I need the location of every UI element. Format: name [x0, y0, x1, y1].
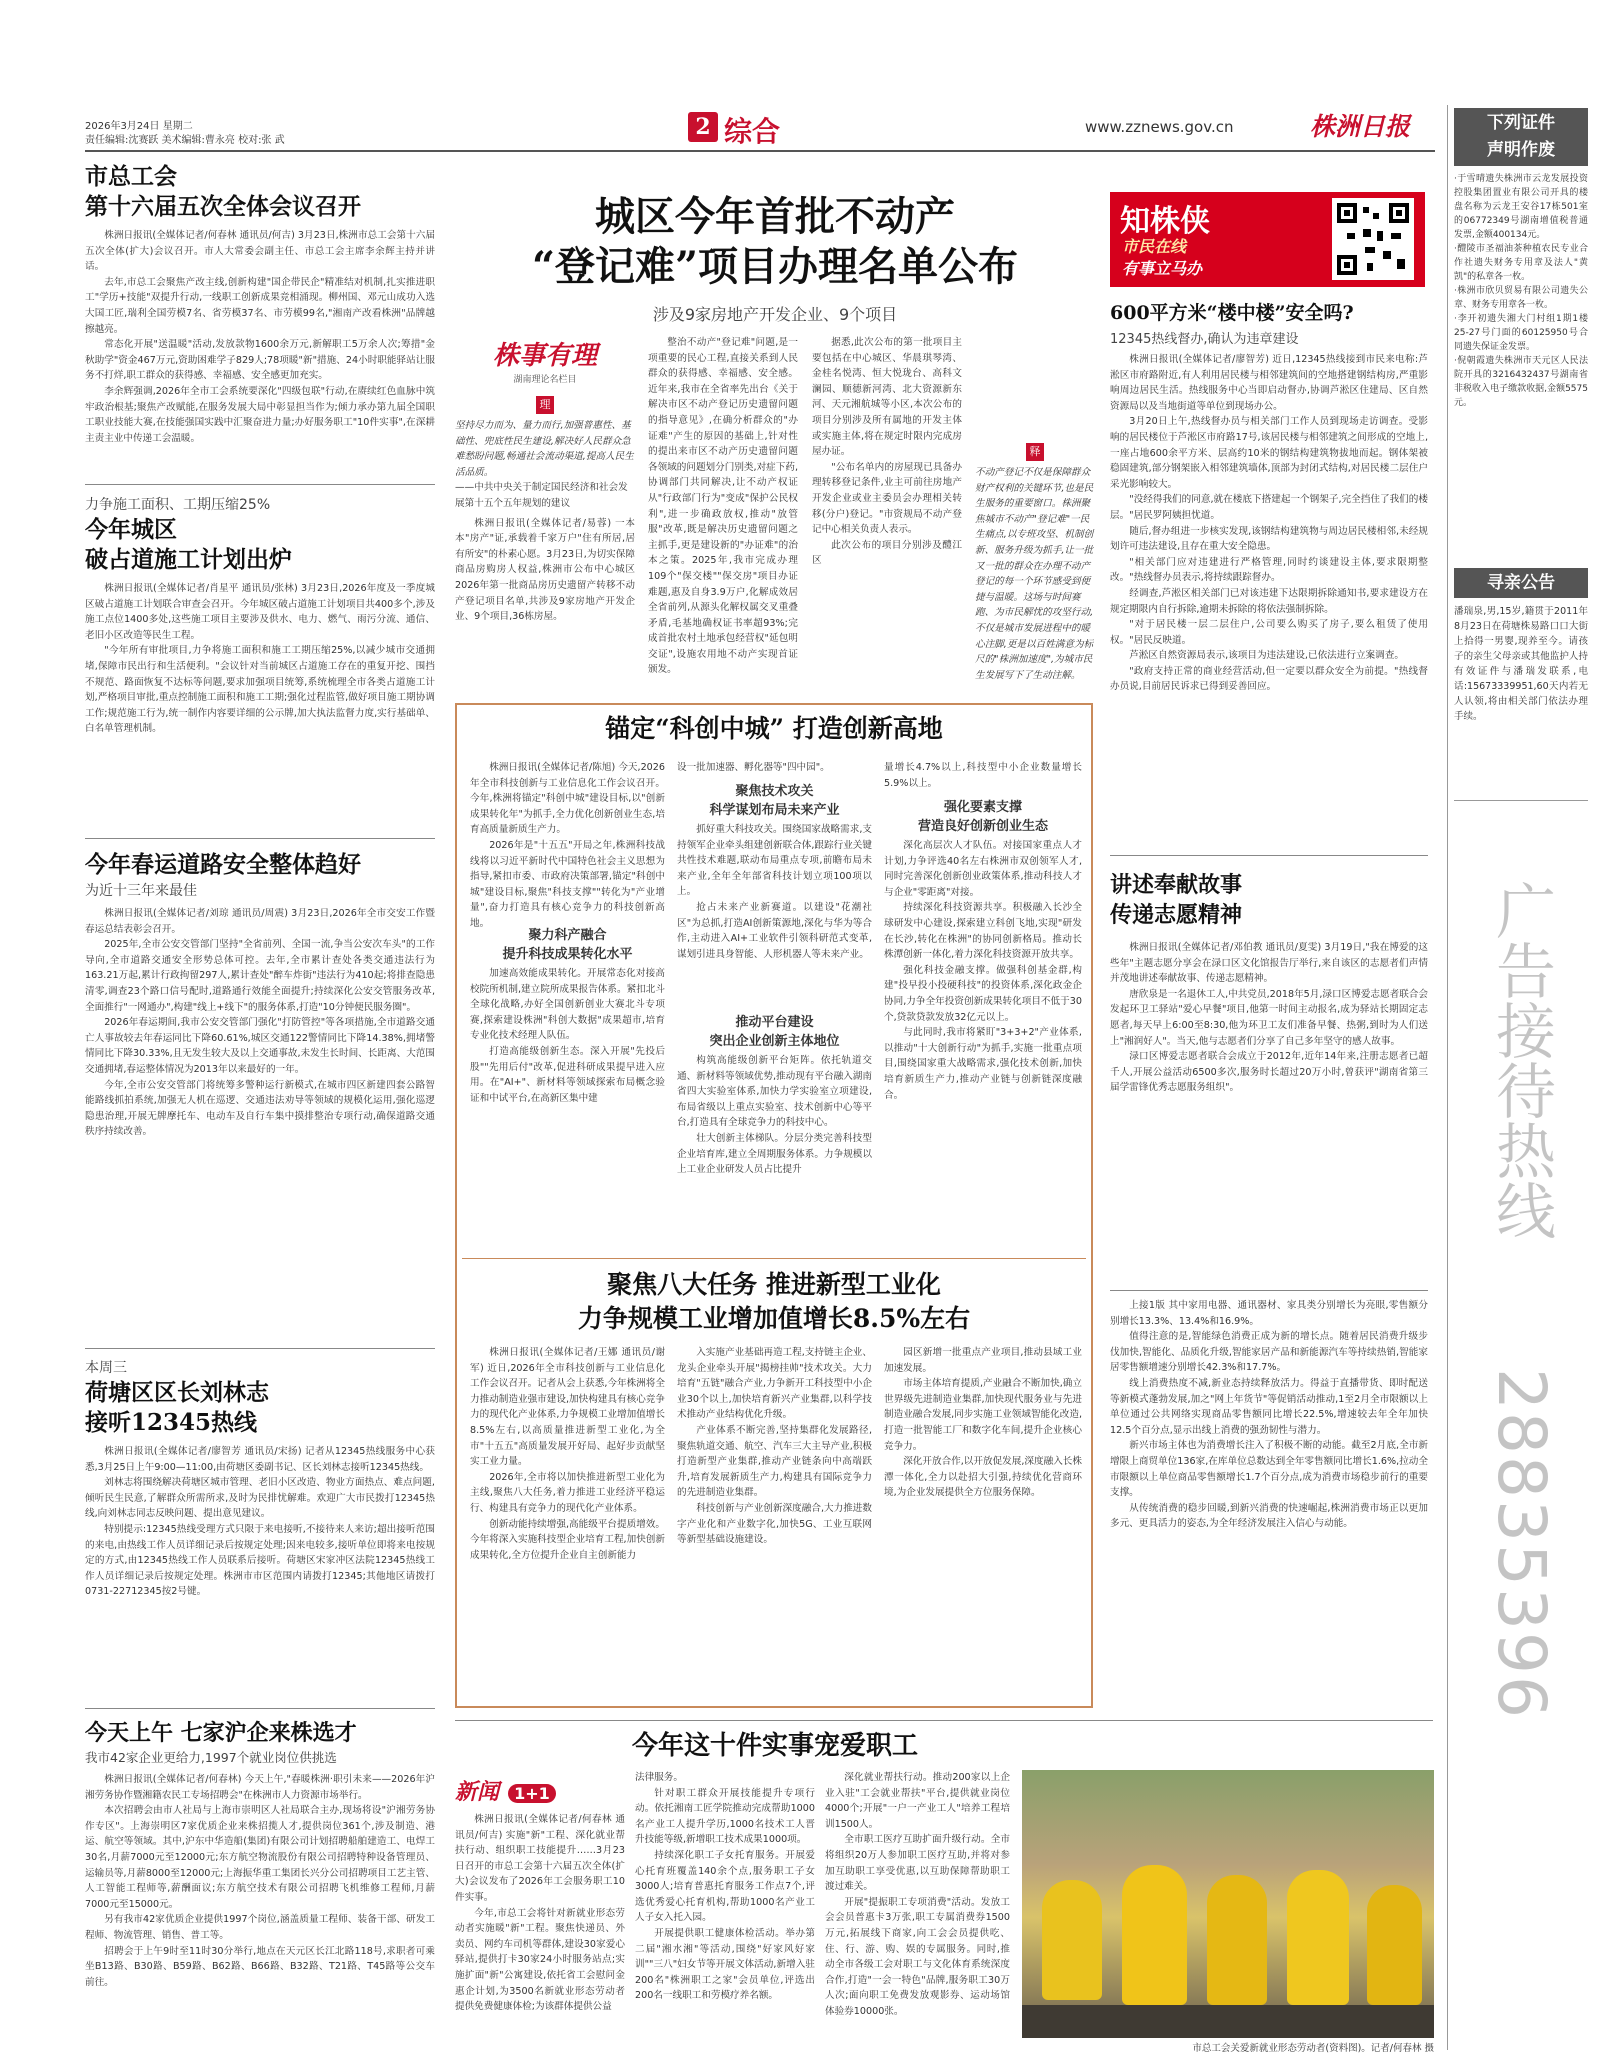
site-url: www.zznews.gov.cn — [1085, 118, 1234, 136]
article-traffic-safety — [85, 850, 435, 1346]
paragraph: 科技创新与产业创新深度融合,大力推进数字产业化和产业数字化,加快5G、工业互联网等新型基础设施建设。 — [677, 1502, 872, 1546]
paragraph: 上接1版 其中家用电器、通讯器材、家具类分别增长为亮眼,零售额分别增长13.3%、13.4%和16.9%。 — [1110, 1300, 1428, 1327]
paragraph: 抓好重大科技攻关。围绕国家战略需求,支持领军企业牵头组建创新联合体,跟踪行业关键共性技术难题,联动布局重点专项,前瞻布局未来产业,全年全年部省科技计划立项100项以上。 — [677, 824, 872, 898]
notice-header-line1: 下列证件 — [1487, 113, 1555, 133]
paragraph: 招聘会于上午9时至11时30分举行,地点在天元区长江北路118号,求职者可乘坐B13路、B30路、B59路、B62路、B66路、B32路、T21路、T45路等公交车前往。 — [85, 1945, 435, 1988]
paragraph: 常态化开展"送温暖"活动,发放款物1600余万元,新解职工5万余人次;筹措"金秋助学"资金467万元,资助困难学子829人;78项暖"新"措施、24小时职能驿站让服务不打烊,职工群众的获得感、幸福感、安全感更加充实。 — [85, 339, 435, 382]
article-union-meeting — [85, 162, 435, 483]
paragraph: 株洲日报讯(全媒体记者/何春林) 今天上午,"春暖株洲·职引未来——2026年沪湘劳务协作暨湘籍农民工专场招聘会"在株洲市人力资源市场举行。 — [85, 1774, 435, 1801]
paragraph: 2026年春运期间,我市公安交管部门强化"打防管控"等各项措施,全市道路交通亡人事故较去年春运同比下降60.61%,城区交通122警情同比下降14.38%,拥堵警情同比下降30.33%,且无发生较大及以上交通事故,未发生长时间、长距离、大范围交通拥堵,春运整体情况为2013年以来最好的一年。 — [85, 1017, 435, 1075]
ad-hotline-number: 28835396 — [1483, 1368, 1560, 1720]
kechuang-column-1 — [470, 760, 665, 1156]
paragraph: 深化就业帮扶行动。推动200家以上企业入驻"工会就业帮扶"平台,提供就业岗位4000个;开展"一户一产业工人"培养工程培训1500人。 — [825, 1772, 1010, 1830]
paragraph: 产业体系不断完善,坚持集群化发展路径,聚焦轨道交通、航空、汽车三大主导产业,积极打造新型产业集群,推动产业链条向中高端跃升,培育发展新质生产力,构建具有国际竞争力的先进制造业集群。 — [677, 1424, 872, 1499]
paragraph: 构筑高能级创新平台矩阵。依托轨道交通、新材料等领域优势,推动现有平台融入湖南省四大实验室体系,加快力学实验室立项建设,布局省级以上重点实验室、技术创新中心等平台,打造具有全球竞争力的科技中心。 — [677, 1055, 872, 1129]
subhead: 推动平台建设 — [735, 1015, 814, 1030]
subhead: 科学谋划布局未来产业 — [709, 803, 840, 818]
paragraph: 设一批加速器、孵化器等"四中园"。 — [677, 762, 830, 773]
logo-badge: 1+1 — [508, 1784, 556, 1803]
paragraph: 值得注意的是,智能绿色消费正成为新的增长点。随着居民消费升级步伐加快,智能化、品质化升级,智能家居产品和新能源汽车等持续热销,智能家居零售额增速分别增长42.3%和17.7%。 — [1110, 1331, 1428, 1374]
paragraph: 加速高效能成果转化。开展常态化对接高校院所机制,建立院所成果报告体系。紧扣北斗全球化战略,办好全国创新创业大赛北斗专项赛,探索建设株洲"科创大数据"成果超市,培育专业化技术经理人队伍。 — [470, 968, 665, 1042]
paragraph: 打造高能级创新生态。深入开展"先投后股""先用后付"改革,促进科研成果提早进入应用。在"AI+"、新材料等领域探索布局概念验证和中试平台,在高新区集中建 — [470, 1045, 665, 1104]
divider — [1110, 855, 1428, 856]
lead-column-1 — [455, 335, 635, 726]
workers-photo — [1022, 1770, 1434, 2038]
lead-subheadline: 涉及9家房地产开发企业、9个项目 — [652, 305, 898, 324]
paragraph: 株洲日报讯(全媒体记者/何春林 通讯员/何吉) 3月23日,株洲市总工会第十六届五次全体(扩大)会议召开。市人大常委会副主任、市总工会主席李余辉主持并讲话。 — [85, 230, 435, 273]
article-body — [85, 1444, 435, 1689]
paragraph: 芦淞区自然资源局表示,该项目为违法建设,已依法进行立案调查。 — [1129, 650, 1404, 662]
divider — [455, 1720, 1433, 1721]
industry-column-1 — [470, 1345, 665, 1700]
paragraph: 株洲日报讯(全媒体记者/易蓉) 一本本"房产"证,承载着千家万户"住有所居,居有所安"的朴素心愿。3月23日,为切实保障商品房购房人权益,株洲市公布中心城区2026年第一批商品房历史遗留产转移不动产登记项目名单,共涉及9家房地产开发企业、9个项目,36栋房屋。 — [455, 517, 635, 623]
industry-column-2 — [677, 1345, 872, 1700]
zhizhuxia-subheadline: 12345热线督办,确认为违章建设 — [1110, 332, 1299, 347]
li-quote: 坚持尽力而为、量力而行,加强普惠性、基础性、兜底性民生建设,解决好人民群众急难愁盼问题,畅通社会流动渠道,提高人民生活品质。 — [455, 420, 634, 478]
volunteer-headline-line2: 传递志愿精神 — [1110, 902, 1243, 928]
headline-line1: 市总工会 — [85, 163, 177, 190]
article-body — [85, 228, 435, 483]
paragraph: 株洲日报讯(全媒体记者/王娜 通讯员/谢军) 近日,2026年全市科技创新与工业信息化工作会议召开。记者从会上获悉,今年株洲将全力推动制造业强市建设,加快构建具有核心竞争力的现代化产业体系,力争规模工业增加值增长8.5%左右,以高质量推进新型工业化,为全市"十五五"高质量发展开好局、起好步贡献坚实工业力量。 — [470, 1347, 665, 1468]
subhead: 强化要素支撑 — [943, 800, 1022, 815]
lead-headline-line2: “登记难”项目办理名单公布 — [531, 243, 1018, 290]
paragraph: 深化开放合作,以开放促发展,深度融入长株潭一体化,全力以赴招大引强,持续优化营商环境,为企业发展提供全方位服务保障。 — [884, 1456, 1082, 1499]
li-source: ——中共中央关于制定国民经济和社会发展第十五个五年规划的建议 — [455, 482, 628, 509]
paragraph: "今年所有审批项目,力争将施工面积和施工工期压缩25%,以减少城市交通拥堵,保障市民出行和生活便利。"会议针对当前城区占道施工存在的重复开挖、围挡不规范、路面恢复不达标等问题,要求加强项目统筹,系统梳理全市各类占道施工计划,严格项目审批,重点控制施工面积和施工工期;强化过程监管,做好项目施工期协调工作;规范施工行为,统一制作内容要详细的公示牌,加大执法监督力度,实行基础单、白名单管理机制。 — [85, 645, 435, 735]
lead-headline-line1: 城区今年首批不动产 — [595, 193, 955, 240]
paragraph: 经调查,芦淞区相关部门已对该违建下达限期拆除通知书,要求建设方在规定期限内自行拆除,逾期未拆除的将依法强制拆除。 — [1110, 587, 1428, 615]
paragraph: 株洲日报讯(全媒体记者/何春林 通讯员/何吉) 实施"新"工程、深化就业帮扶行动、组织职工技能提升……3月23日召开的市总工会第十六届五次全体(扩大)会议发布了2026年工会服务职工10件实事。 — [455, 1814, 625, 1903]
bottom-headline: 今年这十件实事宠爱职工 — [631, 1731, 918, 1761]
paragraph: 2026年是"十五五"开局之年,株洲科技战线将以习近平新时代中国特色社会主义思想为指导,紧扣市委、市政府决策部署,锚定"科创中城"建设目标,聚焦"科技支撑""转化为"产业增量",奋力打造具有核心竞争力的科技创新高地。 — [470, 839, 665, 929]
paragraph: 抢占未来产业新赛道。以建设"花潮社区"为总抓,打造AI创新策源地,深化与华为等合作,主动进入AI+工业软件引领科研范式变革,谋划引进具身智能、人形机器人等未来产业。 — [677, 901, 872, 960]
paragraph: 去年,市总工会聚焦产改主线,创新构建"国企带民企"精准结对机制,扎实推进职工"学历+技能"双提升行动,一线职工创新成果竞相涌现。柳州国、邓元山成功入选大国工匠,瑞利全国劳模7名、省劳模37名、市劳模99名,"湘南产改看株洲"品牌越擦越亮。 — [85, 276, 435, 335]
volunteer-headline-line1: 讲述奉献故事 — [1110, 872, 1243, 898]
bottom-column-3 — [825, 1770, 1010, 2027]
bottom-column-2 — [635, 1770, 815, 2027]
zhizhuxia-banner — [1110, 192, 1425, 287]
paragraph: 全市职工医疗互助扩面升级行动。全市将组织20万人参加职工医疗互助,并将对参加互助职工享受优惠,以互助保障帮助职工渡过难关。 — [825, 1834, 1010, 1893]
photo-ground — [1022, 2005, 1434, 2038]
divider — [1454, 800, 1588, 801]
industry-headline-line2: 力争规模工业增加值增长8.5%左右 — [577, 1304, 971, 1333]
paragraph: 开展"提振职工专项消费"活动。发放工会会员普惠卡3万张,职工专属消费券1500万元,拓展线下商家,向工会会员提供吃、住、行、游、购、娱的专属服务。同时,推动全市各级工会对职工与文化体育系统深度合作,打造"一会一特色"品牌,服务职工30万人次;面向职工免费发放观影券、运动场馆体验券10000张。 — [825, 1896, 1010, 2017]
headline-line2: 接听12345热线 — [85, 1409, 258, 1436]
notice-list: ·于雪晴遗失株洲市云龙发展投资控股集团置业有限公司开具的楼盘名称为云龙王安谷17栋501室的06772349号湖南增值税普通发票,金额400134元。 ·醴陵市圣福油茶种植农民专业合作社遗失财务专用章及法人"黄凯"的私章各一枚。 ·株洲市欣贝贸易有限公司遗失公章、财务专用章各一枚。 ·李开初遗失湘大门村组1期1楼25-27号门面的60125950号合同遗失保证金发票。 ·倪朝霞遗失株洲市天元区人民法院开具的3216432437号湖南省非税收入电子缴款收据,金额5575元。 — [1454, 174, 1588, 408]
news-1plus1-logo — [455, 1775, 620, 1805]
ad-hotline-label: 广告接待热线 — [1486, 880, 1556, 1240]
worker-figure — [1042, 1880, 1102, 2000]
paragraph: 唐欣泉是一名退休工人,中共党员,2018年5月,渌口区博爱志愿者联合会发起环卫工驿站"爱心早餐"项目,他第一时间主动报名,成为驿站长期固定志愿者,每天早上6:00至8:30,他为环卫工友们准备早餐、热粥,到时为人们送上"湘润好人"。当天,他与志愿者们分享了自己多年坚守的感人故事。 — [1110, 988, 1428, 1047]
article-body — [85, 906, 435, 1346]
paragraph: "没经得我们的同意,就在楼底下搭建起一个钢架子,完全挡住了我们的楼层。"居民罗阿姨担忧道。 — [1110, 494, 1428, 521]
weekday: 星期二 — [162, 121, 193, 132]
shi-label: 释 — [1026, 443, 1044, 461]
divider — [85, 838, 435, 839]
article-recruitment — [85, 1718, 435, 2028]
consumption-continued-body — [1110, 1298, 1428, 1658]
brand-tagline2: 有事立马办 — [1122, 259, 1203, 278]
paragraph: 壮大创新主体梯队。分层分类完善科技型企业培育库,建立全周期服务体系。力争规模以上工业企业研发人员占比提升 — [677, 1132, 872, 1176]
paragraph: 今年,市总工会将针对新就业形态劳动者实施暖"新"工程。聚焦快递员、外卖员、网约车司机等群体,建设30家爱心驿站,提供打卡30家24小时服务站点;实施扩面"新"公寓建设,依托省工会慰问金惠企计划,为3500名新就业形态劳动者提供免费健康体检;为该群体提供公益 — [455, 1907, 625, 2013]
sidebar-rule — [1447, 105, 1448, 2050]
header-rule — [85, 150, 1435, 152]
worker-figure — [1287, 1870, 1349, 2005]
paragraph: 3月20日上午,热线督办员与相关部门工作人员到现场走访调查。受影响的居民楼位于芦淞区市府路17号,该居民楼与相邻建筑之间形成的空地上,一座占地600余平方米、层高约10米的钢结构建筑物拔地而起。钢体架被稳固建筑,部分钢架嵌入相邻建筑墙体,顶部为封闭式结构,对居民楼二层住户采光影响较大。 — [1110, 416, 1428, 490]
article-body — [85, 1772, 435, 2028]
paragraph: 李余辉强调,2026年全市工会系统要深化"四级包联"行动,在赓续红色血脉中筑牢政治根基;聚焦产改赋能,在服务发展大局中彰显担当作为;倾力承办第九届全国职工职业技能大赛,在技能强国实践中汇聚奋进力量;办好服务职工"10件实事",在深耕主责主业中传递工会温暖。 — [85, 385, 435, 444]
paragraph: 强化科技金融支撑。做强科创基金群,构建"投早投小投硬科技"的投资体系,深化政金企协同,力争全年投资创新成果转化项目不低于30个,贷款贷款发放32亿元以上。 — [884, 964, 1082, 1023]
column-logo-subtitle: 湖南理论名栏目 — [513, 375, 577, 385]
paragraph: 株洲日报讯(全媒体记者/廖智芳) 近日,12345热线接到市民来电称:芦淞区市府路附近,有人利用居民楼与相邻建筑间的空地搭建钢结构房,严重影响周边居民生活。热线服务中心当即启动督办,协调芦淞区住建局、区自然资源局以及当地街道等单位到现场办公。 — [1110, 354, 1428, 412]
paragraph: 深化高层次人才队伍。对接国家重点人才计划,力争评选40名左右株洲市双创领军人才,同时完善深化创新创业政策体系,推动科技人才与企业"零距离"对接。 — [884, 840, 1082, 898]
page-number: 2 — [688, 112, 718, 142]
subhead: 突出企业创新主体地位 — [709, 1034, 840, 1049]
notice-header — [1454, 108, 1588, 166]
paragraph: 2026年,全市将以加快推进新型工业化为主线,聚焦八大任务,着力推进工业经济平稳运行、构建具有竞争力的现代化产业体系。 — [470, 1471, 665, 1514]
paragraph: 线上消费热度不减,新业态持续释放活力。得益于直播带货、即时配送等新模式蓬勃发展,加之"网上年货节"等促销活动推动,1至2月全市限额以上单位通过公共网络实现商品零售额同比增长22.5%,增速较去年全年加快12.5个百分点,显示出线上消费的强劲韧性与潜力。 — [1110, 1377, 1428, 1436]
bottom-column-1 — [455, 1812, 625, 2027]
shi-text: 不动产登记不仅是保障群众财产权利的关键环节,也是民生服务的重要窗口。株洲聚焦城市不动产"登记难"一民生痛点,以专班攻坚、机制创新、服务升级为抓手,让一批又一批的群众在办理不动产登记的每一个环节感受到便捷与温暖。这场与时间赛跑、为市民解忧的攻坚行动,不仅是城市发展进程中的暖心注脚,更是以百姓满意为标尺的"株洲加速度",为城市民生发展写下了生动注解。 — [975, 467, 1094, 681]
paragraph: 量增长4.7%以上,科技型中小企业数量增长5.9%以上。 — [884, 762, 1082, 789]
volunteer-body — [1110, 940, 1428, 1285]
divider — [462, 1258, 1086, 1259]
paragraph: 从传统消费的稳步回暖,到新兴消费的快速崛起,株洲消费市场正以更加多元、更具活力的姿态,为全年经济发展注入信心与动能。 — [1110, 1502, 1428, 1530]
li-label: 理 — [536, 396, 554, 414]
lead-column-2 — [648, 335, 798, 695]
subheadline: 我市42家企业更给力,1997个就业岗位供挑选 — [85, 1750, 337, 1765]
paragraph: 持续深化职工子女托育服务。开展爱心托育班覆盖140余个点,服务职工子女3000人;培育普惠托育服务工作点7个,评选优秀爱心托育机构,帮助1000名产业工人子女入托入园。 — [635, 1849, 815, 1924]
worker-figure — [1122, 1865, 1187, 2005]
divider — [1110, 1290, 1428, 1291]
lead-column-3 — [812, 335, 962, 695]
divider — [85, 1708, 435, 1709]
brand-tagline1: 市民在线 — [1122, 237, 1187, 256]
divider — [85, 1348, 435, 1349]
paragraph: 与此同时,我市将紧盯"3+3+2"产业体系,以推动"十大创新行动"为抓手,实施一批重点项目,围绕国家重大战略需求,强化技术创新,加快培育新质生产力,推动产业链与创新链深度融合。 — [884, 1027, 1082, 1101]
column-logo: 株事有理 — [492, 341, 597, 371]
paragraph: 刘林志将围绕解决荷塘区城市管理、老旧小区改造、物业方面热点、难点问题,倾听民生民意,了解群众所需所求,及时为民排忧解难。欢迎广大市民拨打12345热线,向刘林志同志反映问题、提出意见建议。 — [85, 1477, 435, 1520]
paragraph: 株洲日报讯(全媒体记者/肖星平 通讯员/张林) 3月23日,2026年度及一季度城区破占道施工计划联合审查会召开。今年城区破占道施工计划项目共400多个,涉及施工点位1400多处,这些施工项目主要涉及供水、电力、燃气、雨污分流、通信、老旧小区改造等民生工程。 — [85, 583, 435, 641]
subhead: 营造良好创新创业生态 — [917, 819, 1048, 834]
subhead: 聚力科产融合 — [528, 928, 607, 943]
brand-name: 知株侠 — [1120, 204, 1210, 239]
paragraph: 随后,督办组进一步核实发现,该钢结构建筑物与周边居民楼相邻,未经规划许可违法建设,且存在重大安全隐患。 — [1110, 525, 1428, 553]
shi-commentary — [975, 440, 1095, 695]
date: 2026年3月24日 — [85, 121, 160, 132]
paragraph: "公布名单内的房屋现已具备办理转移登记条件,业主可前往房地产开发企业或业主委员会办理相关转移(分户)登记。"市资规局不动产登记中心相关负责人表示。 — [812, 461, 962, 536]
article-road-works — [85, 495, 435, 831]
header-date — [85, 117, 193, 132]
headline-line1: 荷塘区区长刘林志 — [85, 1379, 269, 1406]
paragraph: 新兴市场主体也为消费增长注入了积极不断的动能。截至2月底,全市新增限上商贸单位136家,在库单位总数达到全年零售额同比增长1.6%,拉动全市限额以上单位商品零售额增长1.7个百分点,成为消费市场稳步前行的重要支撑。 — [1110, 1440, 1428, 1499]
headline-line2: 破占道施工计划出炉 — [85, 546, 292, 573]
notice-header-line2: 声明作废 — [1487, 140, 1555, 160]
kechuang-column-3 — [884, 760, 1082, 1218]
photo-caption: 市总工会关爱新就业形态劳动者(资料图)。记者/何春林 摄 — [1192, 2043, 1434, 2054]
paragraph: 此次公布的项目分别涉及醴江区 — [812, 539, 962, 567]
kicker: 力争施工面积、工期压缩25% — [85, 497, 271, 513]
paragraph: 创新动能持续增强,高能级平台提质增效。今年将深入实施科技型企业培育工程,加快创新成果转化,全方位提升企业自主创新能力 — [470, 1518, 665, 1561]
masthead-logo: 株洲日报 — [1310, 112, 1411, 141]
industry-headline-line1: 聚焦八大任务 推进新型工业化 — [607, 1270, 941, 1299]
paragraph: 据悉,此次公布的第一批项目主要包括在中心城区、华晨琪琴湾、金桂名悦湾、恒大悦珑台、高科文澜园、顺德新河湾、北大资源新东河、天元湘航城等小区,本次公布的项目分别涉及所有属地的开发主体或实施主体,将在规定时限内完成房屋办证。 — [812, 337, 962, 458]
paragraph: 针对职工群众开展技能提升专项行动。依托湘南工匠学院推动完成帮助1000名产业工人提升学历,1000名技术工人晋升技能等级,新增职工技术成果1000项。 — [635, 1787, 815, 1846]
kechuang-column-2 — [677, 760, 872, 1238]
kicker: 本周三 — [85, 1360, 127, 1376]
headline-line2: 第十六届五次全体会议召开 — [85, 193, 361, 220]
paragraph: 特别提示:12345热线受理方式只限于来电接听,不接待来人来访;超出接听范围的来电,由热线工作人员详细记录后按规定处理;因来电较多,接听单位即将来电按规定的方式,由12345热线工作人员联系后接听。荷塘区宋家冲区法院12345热线工作人员详细记录后按规定处理。株洲市市区范围内请拨打12345;其他地区请拨打0731-22712345按2号键。 — [85, 1523, 435, 1598]
paragraph: "相关部门应对违建进行严格管理,同时约谈建设主体,要求限期整改。"热线督办员表示,将持续跟踪督办。 — [1110, 556, 1428, 584]
paragraph: 株洲日报讯(全媒体记者/廖智芳 通讯员/宋扬) 记者从12345热线服务中心获悉,3月25日上午9:00—11:00,由荷塘区委副书记、区长刘林志接听12345热线。 — [85, 1446, 435, 1473]
paragraph: 园区新增一批重点产业项目,推动县域工业加速发展。 — [884, 1347, 1082, 1374]
subhead: 提升科技成果转化水平 — [502, 947, 633, 962]
kechuang-headline: 锚定“科创中城” 打造创新高地 — [605, 714, 943, 743]
paragraph: 2025年,全市公安交管部门坚持"全省前列、全国一流,争当公安次车头"的工作导向,全市道路交通安全形势总体可控。去年,全市累计查处各类交通违法行为163.21万起,累计行政拘留297人,累计查处"醉车炸街"违法行为410起;将排查隐患清零,调查23个路口信号配时,道路通行效能全面提升;持续深化公安交管服务改革,全面推行"一网通办",构建"线上+线下"的服务体系,打造"10分钟便民服务圈"。 — [85, 939, 435, 1013]
paragraph: 本次招聘会由市人社局与上海市崇明区人社局联合主办,现场将设"沪湘劳务协作专区"。上海崇明区7家优质企业来株招揽人才,提供岗位361个,涉及制造、港运、航空等领域。其中,沪东中华造船(集团)有限公司计划招聘船舶建造工、电焊工30名,月薪7000元至12000元;东方航空物流股份有限公司招聘特种设备管理员、运输员等,月薪8000至12000元;上海振华重工集团长兴分公司招聘项目工艺主管、人工智能工程师等,薪酬面议;东方航空技术有限公司招聘飞机维修工程师,月薪7000元至15000元。 — [85, 1805, 435, 1910]
zhizhuxia-body — [1110, 352, 1428, 847]
divider — [85, 484, 435, 485]
paragraph: 市场主体培育提质,产业融合不断加快,确立世界级先进制造业集群,加快现代服务业与先进制造业融合发展,同步实施工业领域智能化改造,打造一批智能工厂和数字化车间,提升企业核心竞争力。 — [884, 1378, 1082, 1452]
article-body — [85, 581, 435, 831]
paragraph: 株洲日报讯(全媒体记者/刘琼 通讯员/周震) 3月23日,2026年全市交安工作暨春运总结表彰会召开。 — [85, 908, 435, 935]
paragraph: 入实施产业基础再造工程,支持链主企业、龙头企业牵头开展"揭榜挂帅"技术攻关。大力培育"五链"融合产业,力争新开工科技型中小企业30个以上,加快培育新兴产业集群,以科学技术推动产业结构优化升级。 — [677, 1347, 872, 1421]
subheadline: 为近十三年来最佳 — [85, 883, 197, 899]
paragraph: 持续深化科技资源共享。积极融入长沙全球研发中心建设,探索建立科创飞地,实现"研发在长沙,转化在株洲"的协同创新格局。推动长株潭创新一体化,着力深化科技资源开放共享。 — [884, 902, 1082, 961]
headline: 今年春运道路安全整体趋好 — [85, 851, 361, 878]
section-name: 综合 — [724, 115, 781, 148]
paragraph: 整治不动产"登记难"问题,是一项重要的民心工程,直接关系到人民群众的获得感、幸福感、安全感。近年来,我市在全省率先出台《关于解决市区不动产登记历史遗留问题的指导意见》,在确分析群众的"办证难"产生的原因的基础上,针对性的提出来市区不动产历史遗留问题各领域的问题划分门别类,对症下药,协调部门共同解决,让不动产权证从"行政部门行为"变成"保护公民权利",进一步确政放权,推动"放管服"改革,既是解决历史遗留问题之主抓手,更是建设新的"办证难"的治本之策。2025年,我市完成办理109个"保交楼""保交房"项目办证难题,惠及自身3.9万户,化解成效居全省前列,从源头化解权属交叉重叠矛盾,毛基地确权证书率超93%;完成首批农村土地承包经营权"延包明交证",设施农用地不动产实现首证颁发。 — [648, 337, 799, 676]
paragraph: "政府支持正常的商业经营活动,但一定要以群众安全为前提。"热线督办员说,目前居民诉求已得到妥善回应。 — [1110, 665, 1428, 693]
paragraph: 法律服务。 — [635, 1772, 683, 1783]
paragraph: 今年,全市公安交管部门将统筹多警种运行新模式,在城市四区新建四套公路智能路线抓拍系统,加强无人机在巡逻、交通违法劝导等领域的规模化运用,强化巡逻隐患治理,开展无牌摩托车、电动车及自行车集中摸排整治专项行动,确保道路交通秩序持续改善。 — [85, 1079, 435, 1138]
worker-figure — [1207, 1875, 1267, 2005]
paragraph: 另有我市42家优质企业提供1997个岗位,涵盖质量工程师、装备干部、研发工程师、物流管理、销售、普工等。 — [85, 1914, 435, 1941]
zhizhuxia-headline: 600平方米“楼中楼”安全吗? — [1110, 302, 1354, 324]
article-hotline — [85, 1358, 435, 1689]
industry-column-3 — [884, 1345, 1082, 1700]
paragraph: 株洲日报讯(全媒体记者/邓伯教 通讯员/夏雯) 3月19日,"我在博爱的这些年"主题志愿分享会在渌口区文化馆报告厅举行,来自该区的志愿者们声情并茂地讲述奉献故事、传递志愿精神。 — [1110, 942, 1428, 985]
paragraph: "对于居民楼一层二层住户,公司要么购买了房子,要么租赁了使用权。"居民反映道。 — [1110, 619, 1428, 646]
qr-code-icon — [1332, 198, 1414, 280]
headline-line1: 今年城区 — [85, 516, 177, 543]
headline: 今天上午 七家沪企来株选才 — [85, 1720, 357, 1746]
paragraph: 渌口区博爱志愿者联合会成立于2012年,近年14年来,注册志愿者已超千人,开展公益活动6500多次,服务时长超过20万小时,曾获评"湖南省第三届学雷锋优秀志愿服务组织"。 — [1110, 1051, 1428, 1094]
worker-figure — [1367, 1885, 1422, 2005]
article-body — [455, 516, 635, 726]
logo-text: 新闻 — [455, 1779, 500, 1805]
paragraph: 株洲日报讯(全媒体记者/陈旭) 今天,2026年全市科技创新与工业信息化工作会议召开。今年,株洲将锚定"科创中城"建设目标,以"创新成果转化年"为抓手,全力优化创新创业生态,培育高质量新质生产力。 — [470, 762, 665, 836]
paragraph: 开展提供职工健康体检活动。举办第二届"湘水湘"等活动,围绕"好家风好家训""三八"妇女节等开展文体活动,新增入驻200名"株洲职工之家"会员单位,评选出200名一线职工和劳模疗养名额。 — [635, 1927, 815, 2002]
xunqin-text: 潘瑞泉,男,15岁,籍贯于2011年8月23日在荷塘株易路口口大街上拾得一男婴,现养至今。请孩子的亲生父母亲或其他监护人持有效证件与潘瑞发联系,电话:15673339951,60天内若无人认领,将由相关部门依法办理手续。 — [1454, 606, 1588, 722]
subhead: 聚焦技术攻关 — [735, 784, 814, 799]
header-editors: 责任编辑:沈赛跃 美术编辑:曹永亮 校对:张 武 — [85, 135, 285, 146]
xunqin-header: 寻亲公告 — [1454, 568, 1588, 598]
